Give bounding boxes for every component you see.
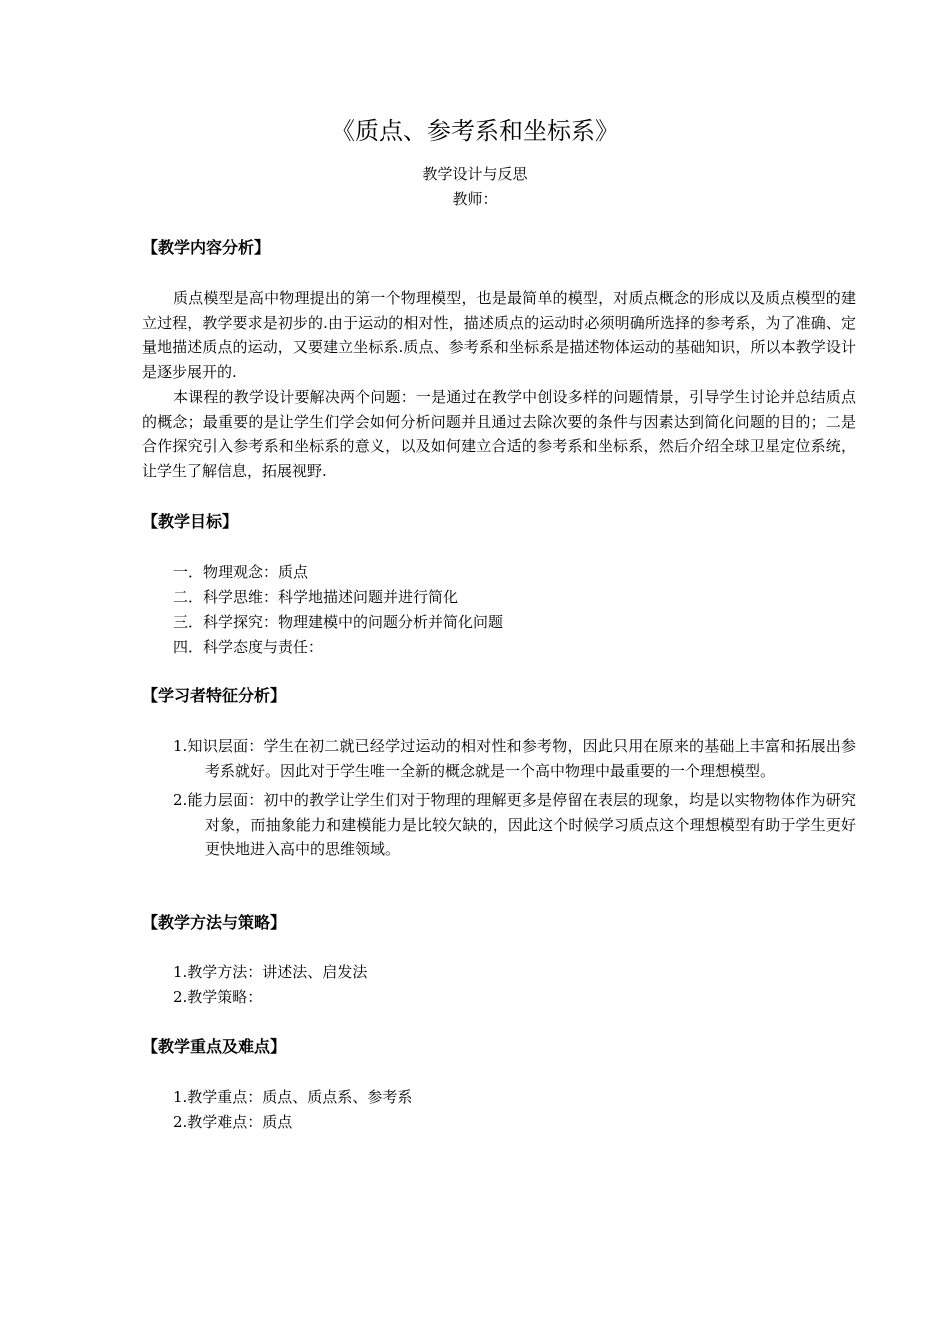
list-item: 1.教学重点：质点、质点系、参考系 — [173, 1088, 413, 1106]
teacher-line: 教师： — [452, 190, 498, 208]
key-points-list — [173, 1085, 412, 1135]
document-title: 《质点、参考系和坐标系》 — [331, 117, 619, 145]
content-analysis-heading: 【教学内容分析】 — [142, 238, 271, 257]
list-item: 二．科学思维：科学地描述问题并进行简化 — [173, 588, 459, 606]
list-item: 2.教学策略： — [173, 988, 263, 1006]
list-item: 1.教学方法：讲述法、启发法 — [173, 963, 368, 981]
content-analysis-paragraph: 本课程的教学设计要解决两个问题：一是通过在教学中创设多样的问题情景，引导学生讨论并总结质点的概念；最重要的是让学生们学会如何分析问题并且通过去除次要的条件与因素达到简化问题的目的；二是合作探究引入参考系和坐标系的意义，以及如何建立合适的参考系和坐标系，然后介绍全球卫星定位系统，让学生了解信息，拓展视野. — [142, 388, 856, 480]
objectives-list — [173, 560, 503, 660]
learner-analysis-heading: 【学习者特征分析】 — [142, 686, 287, 705]
document-subtitle: 教学设计与反思 — [422, 165, 528, 183]
objectives-heading: 【教学目标】 — [142, 512, 239, 531]
list-item: 一．物理观念：质点 — [173, 563, 309, 581]
methods-list — [173, 960, 367, 1010]
list-item: 2.能力层面：初中的教学让学生们对于物理的理解更多是停留在表层的现象，均是以实物物体作为研究对象，而抽象能力和建模能力是比较欠缺的，因此这个时候学习质点这个理想模型有助于学生更好更快地进入高中的思维领域。 — [173, 791, 856, 858]
list-item: 三．科学探究：物理建模中的问题分析并简化问题 — [173, 613, 504, 631]
learner-analysis-list — [173, 734, 856, 867]
list-item: 1.知识层面：学生在初二就已经学过运动的相对性和参考物，因此只用在原来的基础上丰富和拓展出参考系就好。因此对于学生唯一全新的概念就是一个高中物理中最重要的一个理想模型。 — [173, 737, 856, 780]
methods-heading: 【教学方法与策略】 — [142, 913, 287, 932]
key-points-heading: 【教学重点及难点】 — [142, 1037, 287, 1056]
list-item: 四．科学态度与责任： — [173, 638, 324, 656]
content-analysis-paragraph: 质点模型是高中物理提出的第一个物理模型，也是最简单的模型，对质点概念的形成以及质点模型的建立过程，教学要求是初步的.由于运动的相对性，描述质点的运动时必须明确所选择的参考系，为了准确、定量地描述质点的运动，又要建立坐标系.质点、参考系和坐标系是描述物体运动的基础知识，所以本教学设计是逐步展开的. — [142, 289, 856, 381]
list-item: 2.教学难点：质点 — [173, 1113, 293, 1131]
